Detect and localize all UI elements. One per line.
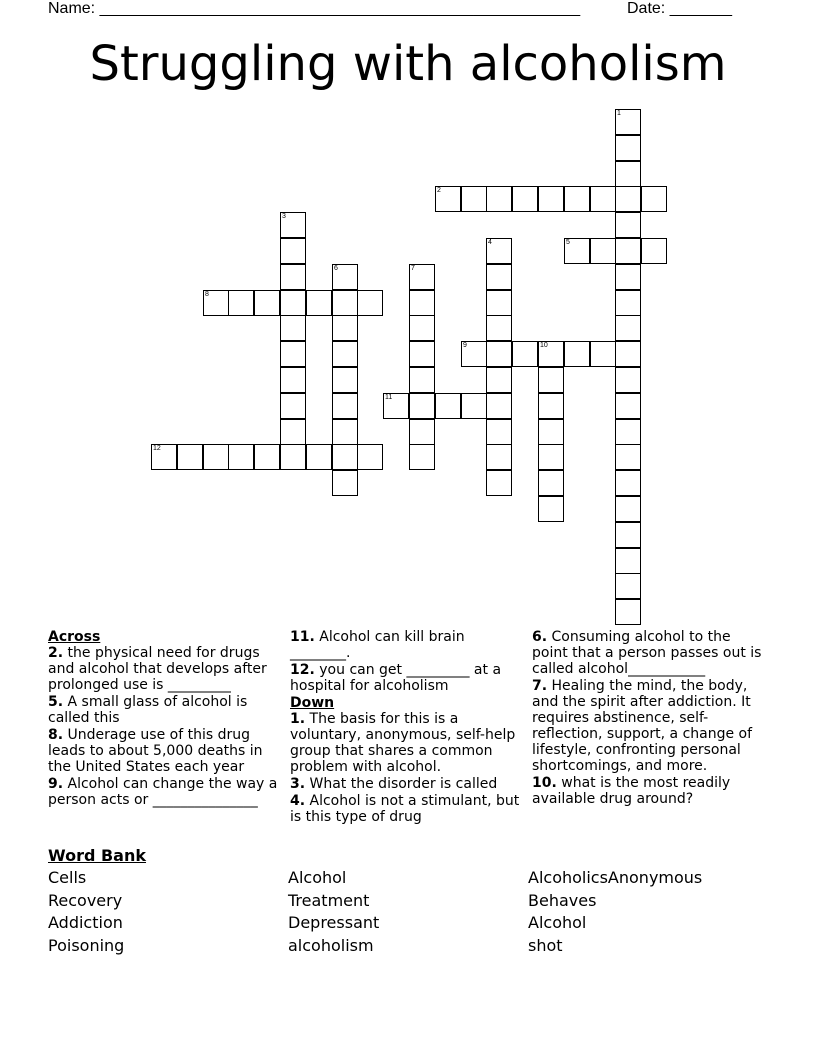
word-bank-item: Behaves	[528, 890, 597, 910]
crossword-cell[interactable]	[332, 470, 358, 496]
crossword-cell[interactable]	[590, 238, 616, 264]
crossword-cell[interactable]	[615, 548, 641, 574]
crossword-cell[interactable]	[538, 444, 564, 470]
crossword-cell[interactable]	[615, 161, 641, 187]
crossword-cell[interactable]	[590, 341, 616, 367]
crossword-cell[interactable]	[461, 393, 487, 419]
crossword-cell[interactable]	[409, 341, 435, 367]
clue-down-1: 1. The basis for this is a voluntary, anonymous, self-help group that shares a common problem with alcohol.	[290, 711, 516, 775]
crossword-cell[interactable]	[512, 341, 538, 367]
crossword-cell[interactable]	[280, 341, 306, 367]
crossword-cell[interactable]	[254, 444, 280, 470]
crossword-cell[interactable]	[409, 290, 435, 316]
crossword-cell[interactable]	[409, 264, 435, 290]
crossword-cell[interactable]	[486, 264, 512, 290]
clue-number: 10	[540, 342, 548, 349]
crossword-cell[interactable]	[177, 444, 203, 470]
crossword-cell[interactable]	[332, 315, 358, 341]
crossword-cell[interactable]	[564, 341, 590, 367]
name-label: Name:	[48, 0, 96, 17]
crossword-cell[interactable]	[615, 264, 641, 290]
crossword-cell[interactable]	[332, 290, 358, 316]
crossword-cell[interactable]	[461, 341, 487, 367]
crossword-cell[interactable]	[615, 367, 641, 393]
word-bank-item: Treatment	[288, 890, 370, 910]
word-bank-column-1	[48, 867, 124, 957]
crossword-cell[interactable]	[357, 444, 383, 470]
crossword-cell[interactable]	[280, 444, 306, 470]
crossword-cell[interactable]	[641, 186, 667, 212]
crossword-cell[interactable]	[615, 238, 641, 264]
crossword-cell[interactable]	[564, 186, 590, 212]
word-bank-item: Alcohol	[528, 913, 587, 932]
clue-number: 4	[488, 239, 492, 246]
crossword-cell[interactable]	[615, 393, 641, 419]
crossword-cell[interactable]	[280, 238, 306, 264]
word-bank-heading: Word Bank	[48, 846, 147, 865]
crossword-cell[interactable]	[203, 444, 229, 470]
crossword-cell[interactable]	[228, 290, 254, 316]
name-blank[interactable]: ______________________________________________________	[99, 0, 581, 17]
word-bank-item: Cells	[48, 868, 87, 887]
clue-down-10: 10. what is the most readily available drug around?	[532, 775, 731, 807]
word-bank-item: Recovery	[48, 890, 123, 910]
clue-across-8: 8. Underage use of this drug leads to about 5,000 deaths in the United States each year	[48, 727, 263, 775]
crossword-cell[interactable]	[615, 186, 641, 212]
page-title: Struggling with alcoholism	[89, 36, 727, 92]
crossword-cell[interactable]	[486, 290, 512, 316]
crossword-cell[interactable]	[538, 341, 564, 367]
crossword-cell[interactable]	[409, 419, 435, 445]
clues-column-2	[290, 629, 526, 826]
clue-number: 3	[282, 213, 286, 220]
crossword-cell[interactable]	[357, 290, 383, 316]
clue-number: 12	[153, 445, 161, 452]
crossword-cell[interactable]	[486, 367, 512, 393]
word-bank-item: Addiction	[48, 913, 123, 932]
crossword-cell[interactable]	[461, 186, 487, 212]
crossword-cell[interactable]	[615, 315, 641, 341]
clues-column-1	[48, 629, 284, 809]
clue-down-3: 3. What the disorder is called	[290, 776, 498, 792]
crossword-cell[interactable]	[486, 238, 512, 264]
crossword-cell[interactable]	[538, 186, 564, 212]
crossword-cell[interactable]	[615, 522, 641, 548]
crossword-cell[interactable]	[435, 393, 461, 419]
word-bank-item: AlcoholicsAnonymous	[528, 868, 703, 887]
clue-number: 7	[411, 265, 415, 272]
clue-number: 5	[566, 239, 570, 246]
crossword-cell[interactable]	[615, 573, 641, 599]
crossword-cell[interactable]	[615, 419, 641, 445]
crossword-cell[interactable]	[564, 238, 590, 264]
word-bank-item: Poisoning	[48, 935, 125, 955]
crossword-cell[interactable]	[641, 238, 667, 264]
crossword-cell[interactable]	[435, 186, 461, 212]
word-bank-item: Depressant	[288, 913, 380, 932]
crossword-cell[interactable]	[486, 341, 512, 367]
word-bank-column-2	[288, 867, 379, 957]
word-bank-item: alcoholism	[288, 935, 374, 955]
crossword-cell[interactable]	[228, 444, 254, 470]
crossword-cell[interactable]	[409, 367, 435, 393]
crossword-cell[interactable]	[486, 470, 512, 496]
crossword-cell[interactable]	[615, 444, 641, 470]
crossword-cell[interactable]	[280, 264, 306, 290]
word-bank-column-3	[528, 867, 702, 957]
clue-down-4: 4. Alcohol is not a stimulant, but is this type of drug	[290, 793, 520, 825]
clue-across-5: 5. A small glass of alcohol is called this	[48, 694, 248, 726]
date-label: Date:	[627, 0, 666, 17]
crossword-cell[interactable]	[615, 341, 641, 367]
crossword-cell[interactable]	[512, 186, 538, 212]
crossword-cell[interactable]	[203, 290, 229, 316]
crossword-cell[interactable]	[409, 315, 435, 341]
crossword-cell[interactable]	[538, 470, 564, 496]
crossword-cell[interactable]	[280, 393, 306, 419]
crossword-cell[interactable]	[486, 186, 512, 212]
clue-down-7: 7. Healing the mind, the body, and the spirit after addiction. It requires abstinence, self-reflection, support, a change of lifestyle, confronting personal shortcomings, and more.	[532, 678, 753, 774]
crossword-cell[interactable]	[615, 599, 641, 625]
word-bank-item: Alcohol	[288, 868, 347, 887]
crossword-cell[interactable]	[486, 393, 512, 419]
clue-across-2: 2. the physical need for drugs and alcohol that develops after prolonged use is _________	[48, 645, 267, 693]
crossword-cell[interactable]	[615, 290, 641, 316]
clue-number: 1	[617, 110, 621, 117]
crossword-cell[interactable]	[538, 419, 564, 445]
crossword-cell[interactable]	[332, 341, 358, 367]
crossword-cell[interactable]	[486, 315, 512, 341]
clue-number: 11	[385, 394, 393, 401]
crossword-cell[interactable]	[615, 109, 641, 135]
clue-across-11: 11. Alcohol can kill brain ________.	[290, 629, 465, 661]
crossword-cell[interactable]	[615, 212, 641, 238]
date-blank[interactable]: _______	[669, 0, 732, 17]
crossword-cell[interactable]	[615, 496, 641, 522]
crossword-cell[interactable]	[332, 264, 358, 290]
crossword-cell[interactable]	[332, 393, 358, 419]
clue-down-6: 6. Consuming alcohol to the point that a person passes out is called alcohol___________	[532, 629, 762, 677]
crossword-cell[interactable]	[332, 444, 358, 470]
crossword-cell[interactable]	[306, 444, 332, 470]
crossword-cell[interactable]	[280, 419, 306, 445]
down-heading: Down	[290, 695, 335, 711]
crossword-cell[interactable]	[538, 367, 564, 393]
clue-across-9: 9. Alcohol can change the way a person acts or _______________	[48, 776, 278, 808]
crossword-cell[interactable]	[151, 444, 177, 470]
crossword-cell[interactable]	[615, 470, 641, 496]
clue-across-12: 12. you can get _________ at a hospital for alcoholism	[290, 662, 502, 694]
crossword-cell[interactable]	[615, 135, 641, 161]
crossword-cell[interactable]	[486, 444, 512, 470]
crossword-cell[interactable]	[486, 419, 512, 445]
crossword-cell[interactable]	[254, 290, 280, 316]
crossword-cell[interactable]	[538, 393, 564, 419]
crossword-cell[interactable]	[538, 496, 564, 522]
clues-column-3	[532, 629, 768, 808]
crossword-cell[interactable]	[280, 367, 306, 393]
crossword-cell[interactable]	[280, 315, 306, 341]
crossword-cell[interactable]	[409, 444, 435, 470]
crossword-cell[interactable]	[409, 393, 435, 419]
crossword-cell[interactable]	[590, 186, 616, 212]
crossword-cell[interactable]	[306, 290, 332, 316]
crossword-cell[interactable]	[383, 393, 409, 419]
clue-number: 2	[437, 187, 441, 194]
clue-number: 9	[463, 342, 467, 349]
crossword-cell[interactable]	[280, 290, 306, 316]
across-heading: Across	[48, 629, 101, 645]
clue-number: 6	[334, 265, 338, 272]
crossword-cell[interactable]	[332, 419, 358, 445]
clue-number: 8	[205, 291, 209, 298]
crossword-cell[interactable]	[280, 212, 306, 238]
word-bank-item: shot	[528, 935, 563, 955]
crossword-cell[interactable]	[332, 367, 358, 393]
